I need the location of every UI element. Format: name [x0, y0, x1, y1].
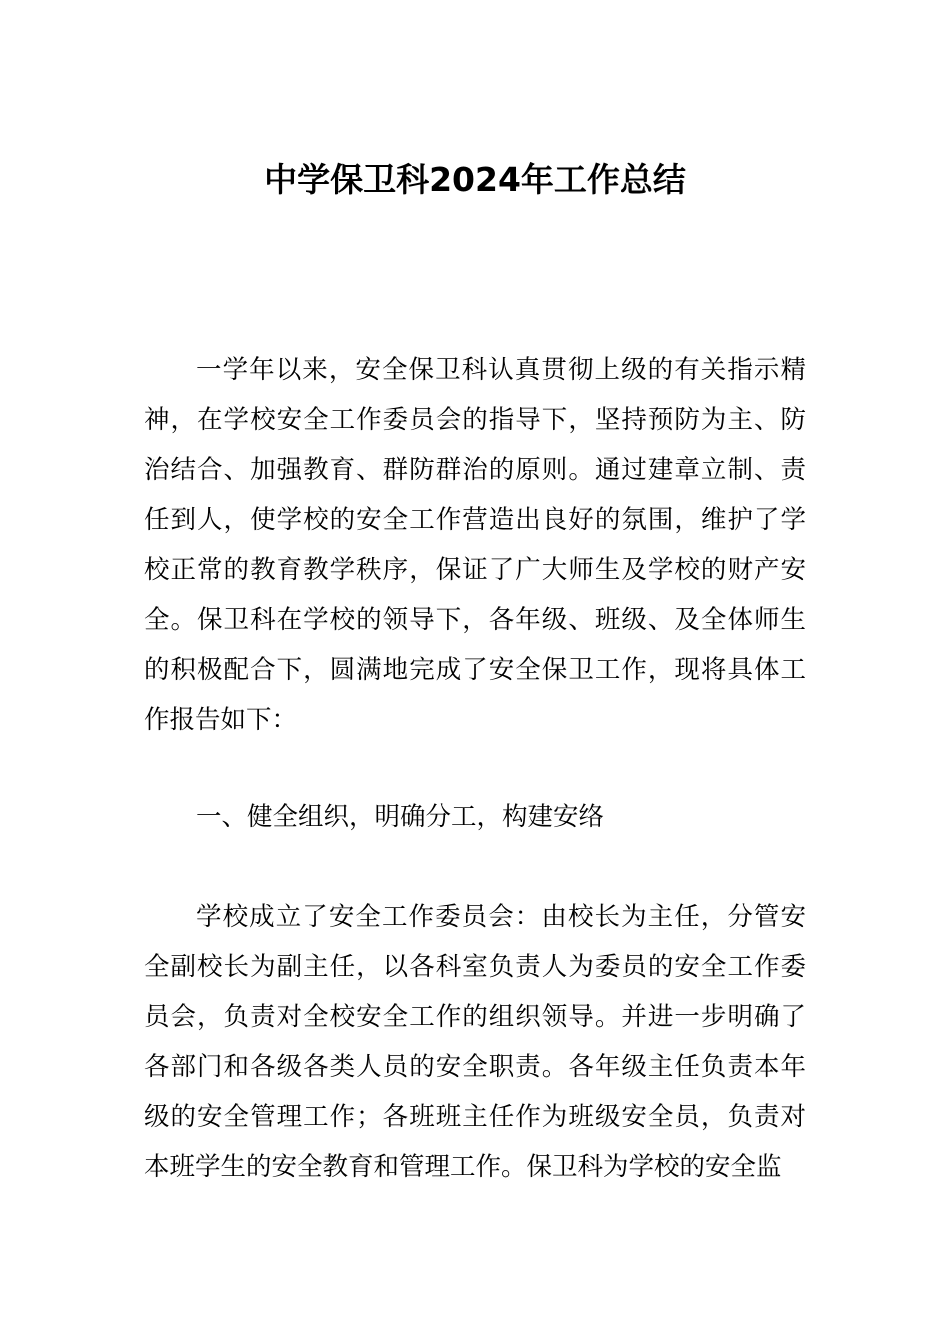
section-paragraph: 学校成立了安全工作委员会：由校长为主任，分管安全副校长为副主任，以各科室负责人为委员的安全工作委员会，负责对全校安全工作的组织领导。并进一步明确了各部门和各级各类人员的安全职责。各年级主任负责本年级的安全管理工作；各班班主任作为班级安全员，负责对本班学生的安全教育和管理工作。保卫科为学校的安全监	[144, 902, 806, 1182]
document-title: 中学保卫科2024年工作总结	[264, 160, 686, 199]
intro-paragraph: 一学年以来，安全保卫科认真贯彻上级的有关指示精神，在学校安全工作委员会的指导下，坚持预防为主、防治结合、加强教育、群防群治的原则。通过建章立制、责任到人，使学校的安全工作营造出良好的氛围，维护了学校正常的教育教学秩序，保证了广大师生及学校的财产安全。保卫科在学校的领导下，各年级、班级、及全体师生的积极配合下，圆满地完成了安全保卫工作，现将具体工作报告如下：	[144, 355, 806, 735]
section-heading: 一、健全组织，明确分工，构建安络	[196, 802, 605, 832]
